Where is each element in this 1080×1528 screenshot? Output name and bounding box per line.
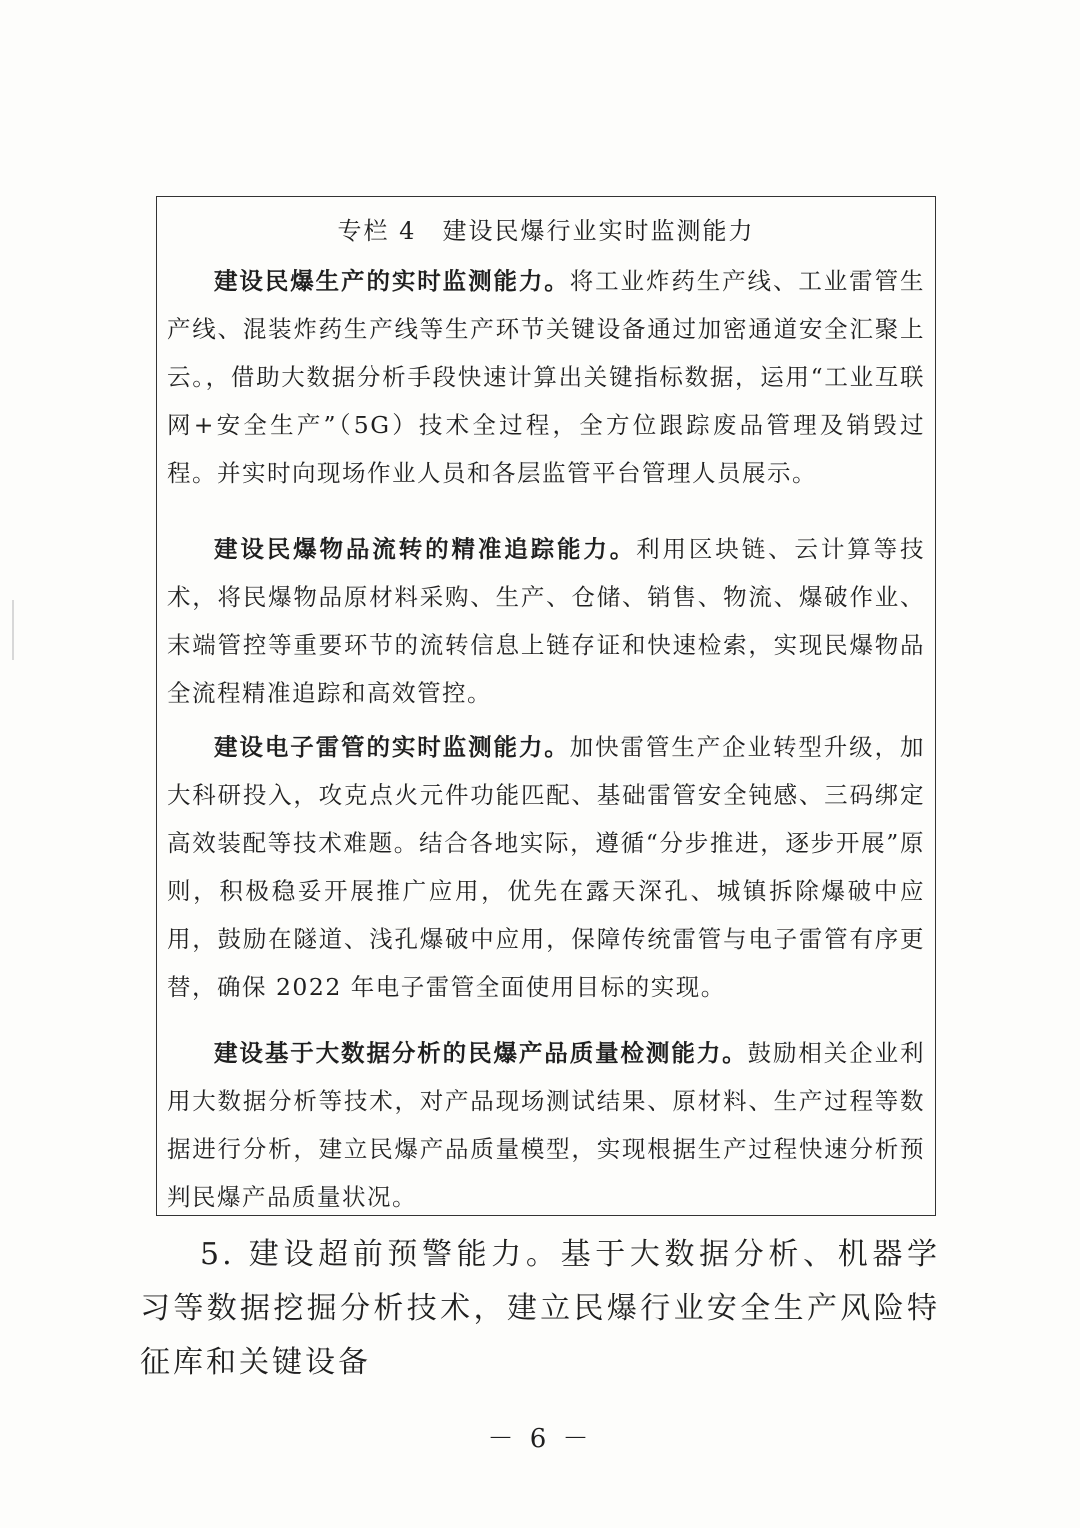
column-box <box>156 196 936 1216</box>
scan-edge-mark <box>12 600 14 660</box>
paragraph-text: 将工业炸药生产线、工业雷管生产线、混装炸药生产线等生产环节关键设备通过加密通道安全汇聚上云。，借助大数据分析手段快速计算出关键指标数据，运用“工业互联网+安全生产”（5G）技术全过程，全方位跟踪废品管理及销毁过程。并实时向现场作业人员和各层监管平台管理人员展示。 <box>167 267 925 487</box>
paragraph-text: 加快雷管生产企业转型升级，加大科研投入，攻克点火元件功能匹配、基础雷管安全钝感、三码绑定高效装配等技术难题。结合各地实际，遵循“分步推进，逐步开展”原则，积极稳妥开展推广应用，优先在露天深孔、城镇拆除爆破中应用，鼓励在隧道、浅孔爆破中应用，保障传统雷管与电子雷管有序更替，确保 2022 年电子雷管全面使用目标的实现。 <box>167 733 925 1001</box>
paragraph-heading: 建设基于大数据分析的民爆产品质量检测能力。 <box>214 1039 748 1067</box>
column-paragraph-4 <box>167 1029 925 1221</box>
column-paragraph-3 <box>167 723 925 1011</box>
column-paragraph-1 <box>167 257 925 497</box>
body-text: 基于大数据分析、机器学习等数据挖掘分析技术，建立民爆行业安全生产风险特征库和关键设备 <box>140 1237 940 1380</box>
paragraph-text: 鼓励相关企业利用大数据分析等技术，对产品现场测试结果、原材料、生产过程等数据进行分析，建立民爆产品质量模型，实现根据生产过程快速分析预判民爆产品质量状况。 <box>167 1039 926 1211</box>
page-number: － 6 － <box>487 1424 593 1454</box>
paragraph-heading: 建设电子雷管的实时监测能力。 <box>214 733 570 761</box>
body-paragraph <box>140 1228 940 1390</box>
body-heading: 5. 建设超前预警能力。 <box>200 1237 561 1272</box>
column-paragraph-2 <box>167 525 925 717</box>
paragraph-heading: 建设民爆物品流转的精准追踪能力。 <box>214 535 637 563</box>
paragraph-text: 利用区块链、云计算等技术，将民爆物品原材料采购、生产、仓储、销售、物流、爆破作业、末端管控等重要环节的流转信息上链存证和快速检索，实现民爆物品全流程精准追踪和高效管控。 <box>167 535 926 707</box>
paragraph-heading: 建设民爆生产的实时监测能力。 <box>214 267 570 295</box>
column-title: 专栏 4 建设民爆行业实时监测能力 <box>337 217 755 245</box>
